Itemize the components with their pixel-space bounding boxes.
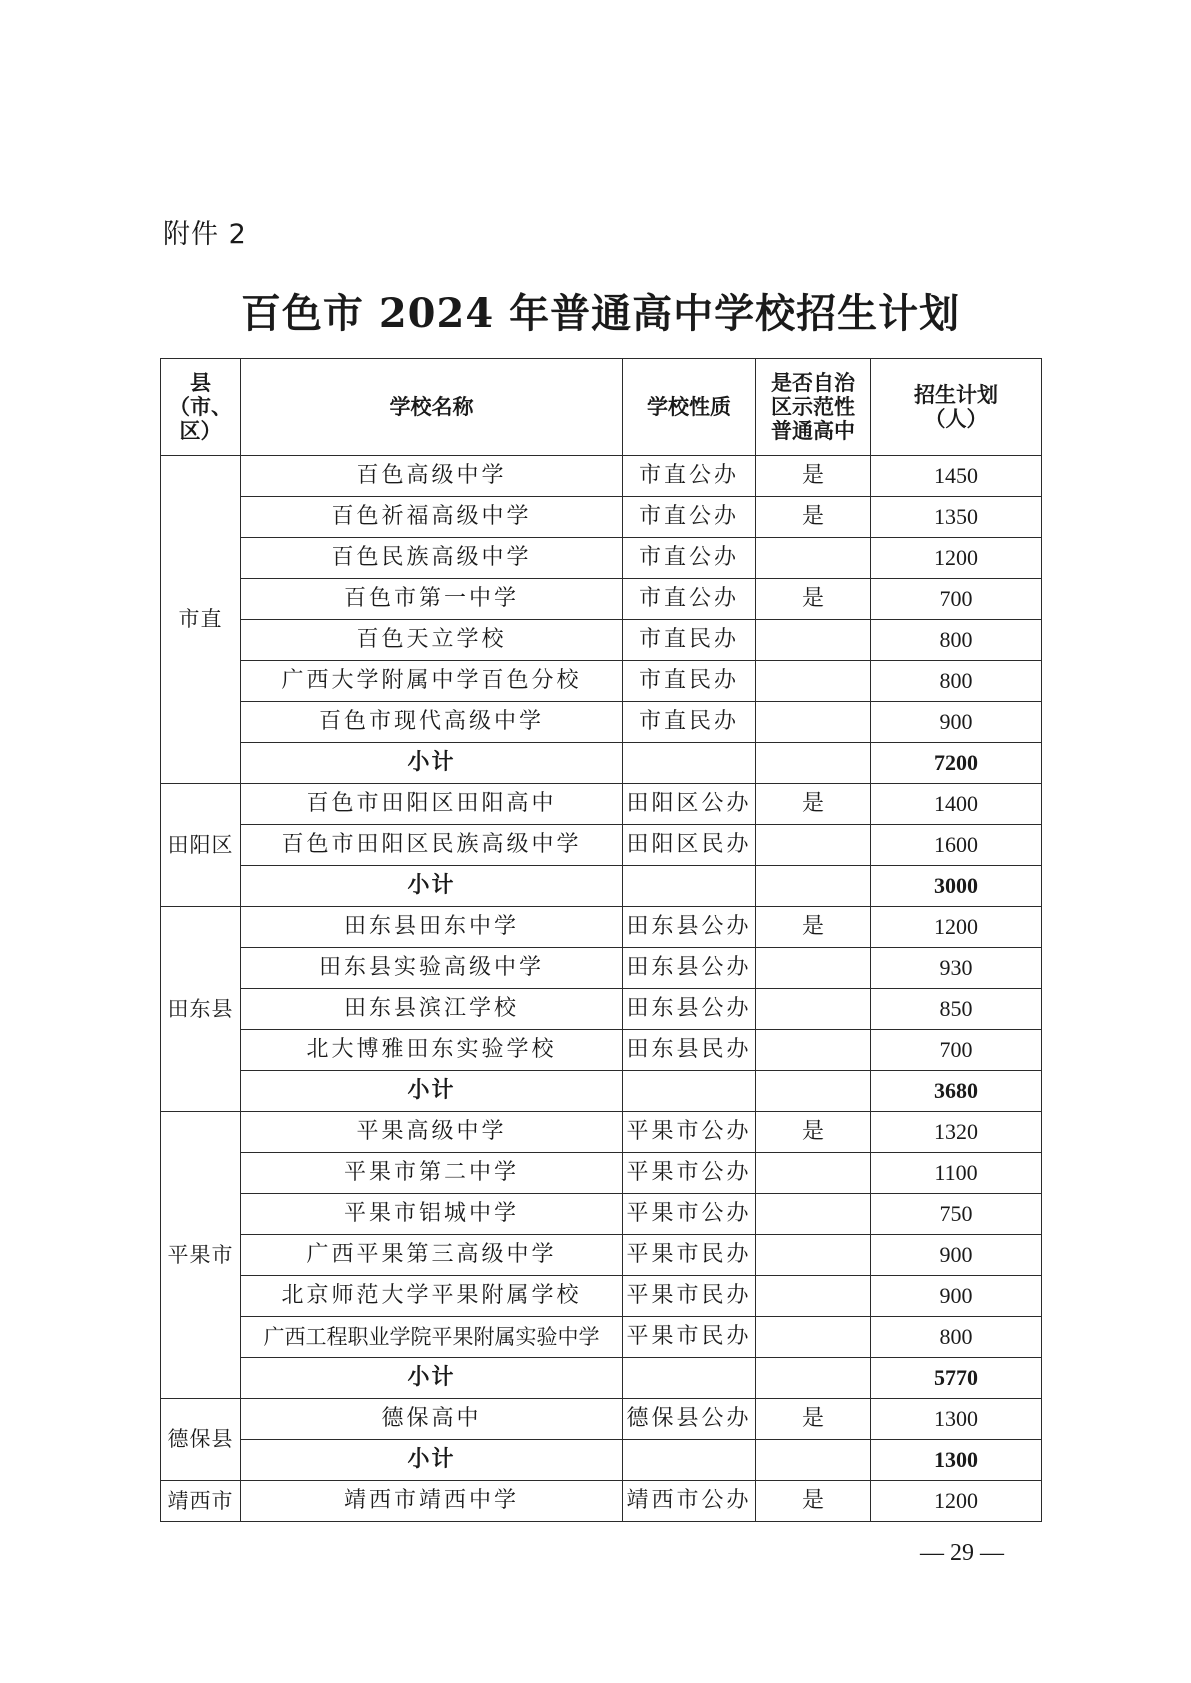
enrollment-plan-cell: 1350: [871, 497, 1042, 538]
subtotal-nature-empty: [623, 1440, 756, 1481]
model-school-cell: 是: [756, 456, 871, 497]
subtotal-label: 小计: [241, 1071, 623, 1112]
school-name-cell: 平果高级中学: [241, 1112, 623, 1153]
table-row: [161, 1235, 1042, 1276]
model-school-cell: [756, 702, 871, 743]
school-nature-cell: 市直公办: [623, 579, 756, 620]
school-name-cell: 平果市第二中学: [241, 1153, 623, 1194]
table-row: [161, 1317, 1042, 1358]
school-nature-cell: 市直民办: [623, 702, 756, 743]
subtotal-label: 小计: [241, 743, 623, 784]
model-school-cell: [756, 1235, 871, 1276]
county-cell: 田东县: [161, 907, 241, 1112]
subtotal-model-empty: [756, 866, 871, 907]
enrollment-plan-cell: 1200: [871, 907, 1042, 948]
school-nature-cell: 平果市民办: [623, 1235, 756, 1276]
subtotal-value: 7200: [871, 743, 1042, 784]
header-county: 县（市、区）: [161, 359, 241, 456]
model-school-cell: 是: [756, 1481, 871, 1522]
model-school-cell: [756, 1317, 871, 1358]
enrollment-plan-cell: 850: [871, 989, 1042, 1030]
subtotal-row: [161, 1358, 1042, 1399]
school-nature-cell: 田阳区民办: [623, 825, 756, 866]
table-row: [161, 784, 1042, 825]
enrollment-plan-cell: 1450: [871, 456, 1042, 497]
model-school-cell: 是: [756, 1399, 871, 1440]
header-plan: 招生计划（人）: [871, 359, 1042, 456]
school-name-cell: 百色市田阳区民族高级中学: [241, 825, 623, 866]
enrollment-plan-cell: 1400: [871, 784, 1042, 825]
header-nature: 学校性质: [623, 359, 756, 456]
page-number: — 29 —: [920, 1540, 1004, 1566]
subtotal-nature-empty: [623, 1358, 756, 1399]
school-nature-cell: 平果市公办: [623, 1194, 756, 1235]
table-row: [161, 538, 1042, 579]
school-name-cell: 平果市铝城中学: [241, 1194, 623, 1235]
table-row: [161, 497, 1042, 538]
header-school: 学校名称: [241, 359, 623, 456]
table-row: [161, 948, 1042, 989]
table-row: [161, 907, 1042, 948]
enrollment-plan-cell: 930: [871, 948, 1042, 989]
model-school-cell: [756, 661, 871, 702]
school-nature-cell: 平果市公办: [623, 1112, 756, 1153]
enrollment-plan-cell: 800: [871, 1317, 1042, 1358]
enrollment-plan-cell: 800: [871, 661, 1042, 702]
model-school-cell: 是: [756, 784, 871, 825]
school-name-cell: 北大博雅田东实验学校: [241, 1030, 623, 1071]
table-body: [161, 456, 1042, 1522]
school-nature-cell: 平果市公办: [623, 1153, 756, 1194]
table-row: [161, 702, 1042, 743]
school-name-cell: 田东县实验高级中学: [241, 948, 623, 989]
subtotal-label: 小计: [241, 1440, 623, 1481]
model-school-cell: [756, 1194, 871, 1235]
county-cell: 靖西市: [161, 1481, 241, 1522]
model-school-cell: 是: [756, 907, 871, 948]
county-cell: 平果市: [161, 1112, 241, 1399]
enrollment-plan-cell: 1320: [871, 1112, 1042, 1153]
enrollment-plan-cell: 1300: [871, 1399, 1042, 1440]
subtotal-row: [161, 1440, 1042, 1481]
model-school-cell: 是: [756, 497, 871, 538]
school-nature-cell: 田阳区公办: [623, 784, 756, 825]
table-row: [161, 1399, 1042, 1440]
document-title: 百色市 2024 年普通高中学校招生计划: [240, 290, 961, 337]
school-name-cell: 田东县滨江学校: [241, 989, 623, 1030]
subtotal-label: 小计: [241, 866, 623, 907]
subtotal-row: [161, 866, 1042, 907]
table-row: [161, 1030, 1042, 1071]
table-row: [161, 1153, 1042, 1194]
table-row: [161, 1481, 1042, 1522]
enrollment-plan-cell: 900: [871, 702, 1042, 743]
enrollment-plan-cell: 1200: [871, 538, 1042, 579]
subtotal-model-empty: [756, 743, 871, 784]
enrollment-plan-cell: 800: [871, 620, 1042, 661]
county-cell: 市直: [161, 456, 241, 784]
school-nature-cell: 田东县民办: [623, 1030, 756, 1071]
enrollment-plan-cell: 1600: [871, 825, 1042, 866]
school-name-cell: 百色民族高级中学: [241, 538, 623, 579]
model-school-cell: [756, 1153, 871, 1194]
subtotal-nature-empty: [623, 1071, 756, 1112]
school-nature-cell: 市直公办: [623, 456, 756, 497]
enrollment-plan-table: [160, 358, 1042, 1522]
school-name-cell: 靖西市靖西中学: [241, 1481, 623, 1522]
model-school-cell: [756, 1276, 871, 1317]
county-cell: 田阳区: [161, 784, 241, 907]
school-nature-cell: 市直公办: [623, 497, 756, 538]
school-name-cell: 广西工程职业学院平果附属实验中学: [241, 1317, 623, 1358]
subtotal-model-empty: [756, 1440, 871, 1481]
school-name-cell: 田东县田东中学: [241, 907, 623, 948]
school-nature-cell: 德保县公办: [623, 1399, 756, 1440]
table-row: [161, 456, 1042, 497]
table-header-row: [161, 359, 1042, 456]
table-row: [161, 1194, 1042, 1235]
subtotal-model-empty: [756, 1071, 871, 1112]
model-school-cell: [756, 620, 871, 661]
subtotal-value: 3000: [871, 866, 1042, 907]
enrollment-plan-cell: 900: [871, 1235, 1042, 1276]
school-name-cell: 百色市现代高级中学: [241, 702, 623, 743]
model-school-cell: [756, 989, 871, 1030]
subtotal-value: 1300: [871, 1440, 1042, 1481]
school-nature-cell: 田东县公办: [623, 989, 756, 1030]
model-school-cell: 是: [756, 1112, 871, 1153]
school-nature-cell: 市直民办: [623, 620, 756, 661]
school-nature-cell: 田东县公办: [623, 948, 756, 989]
subtotal-value: 5770: [871, 1358, 1042, 1399]
school-name-cell: 百色高级中学: [241, 456, 623, 497]
school-nature-cell: 靖西市公办: [623, 1481, 756, 1522]
subtotal-value: 3680: [871, 1071, 1042, 1112]
school-name-cell: 百色祈福高级中学: [241, 497, 623, 538]
subtotal-row: [161, 1071, 1042, 1112]
subtotal-label: 小计: [241, 1358, 623, 1399]
header-model: 是否自治区示范性普通高中: [756, 359, 871, 456]
enrollment-plan-cell: 900: [871, 1276, 1042, 1317]
model-school-cell: [756, 825, 871, 866]
model-school-cell: [756, 1030, 871, 1071]
school-name-cell: 广西平果第三高级中学: [241, 1235, 623, 1276]
subtotal-nature-empty: [623, 743, 756, 784]
enrollment-plan-cell: 700: [871, 579, 1042, 620]
school-name-cell: 德保高中: [241, 1399, 623, 1440]
table-row: [161, 579, 1042, 620]
subtotal-model-empty: [756, 1358, 871, 1399]
model-school-cell: [756, 948, 871, 989]
enrollment-plan-cell: 1200: [871, 1481, 1042, 1522]
school-name-cell: 百色市第一中学: [241, 579, 623, 620]
table-row: [161, 1112, 1042, 1153]
school-nature-cell: 市直公办: [623, 538, 756, 579]
enrollment-plan-cell: 700: [871, 1030, 1042, 1071]
school-name-cell: 广西大学附属中学百色分校: [241, 661, 623, 702]
school-nature-cell: 平果市民办: [623, 1317, 756, 1358]
enrollment-plan-cell: 750: [871, 1194, 1042, 1235]
school-nature-cell: 田东县公办: [623, 907, 756, 948]
school-name-cell: 百色市田阳区田阳高中: [241, 784, 623, 825]
school-name-cell: 北京师范大学平果附属学校: [241, 1276, 623, 1317]
school-name-cell: 百色天立学校: [241, 620, 623, 661]
table-row: [161, 989, 1042, 1030]
table-row: [161, 620, 1042, 661]
model-school-cell: [756, 538, 871, 579]
model-school-cell: 是: [756, 579, 871, 620]
subtotal-row: [161, 743, 1042, 784]
subtotal-nature-empty: [623, 866, 756, 907]
table-row: [161, 825, 1042, 866]
school-nature-cell: 平果市民办: [623, 1276, 756, 1317]
county-cell: 德保县: [161, 1399, 241, 1481]
table-row: [161, 661, 1042, 702]
attachment-label: 附件 2: [163, 219, 247, 250]
enrollment-plan-cell: 1100: [871, 1153, 1042, 1194]
school-nature-cell: 市直民办: [623, 661, 756, 702]
table-row: [161, 1276, 1042, 1317]
